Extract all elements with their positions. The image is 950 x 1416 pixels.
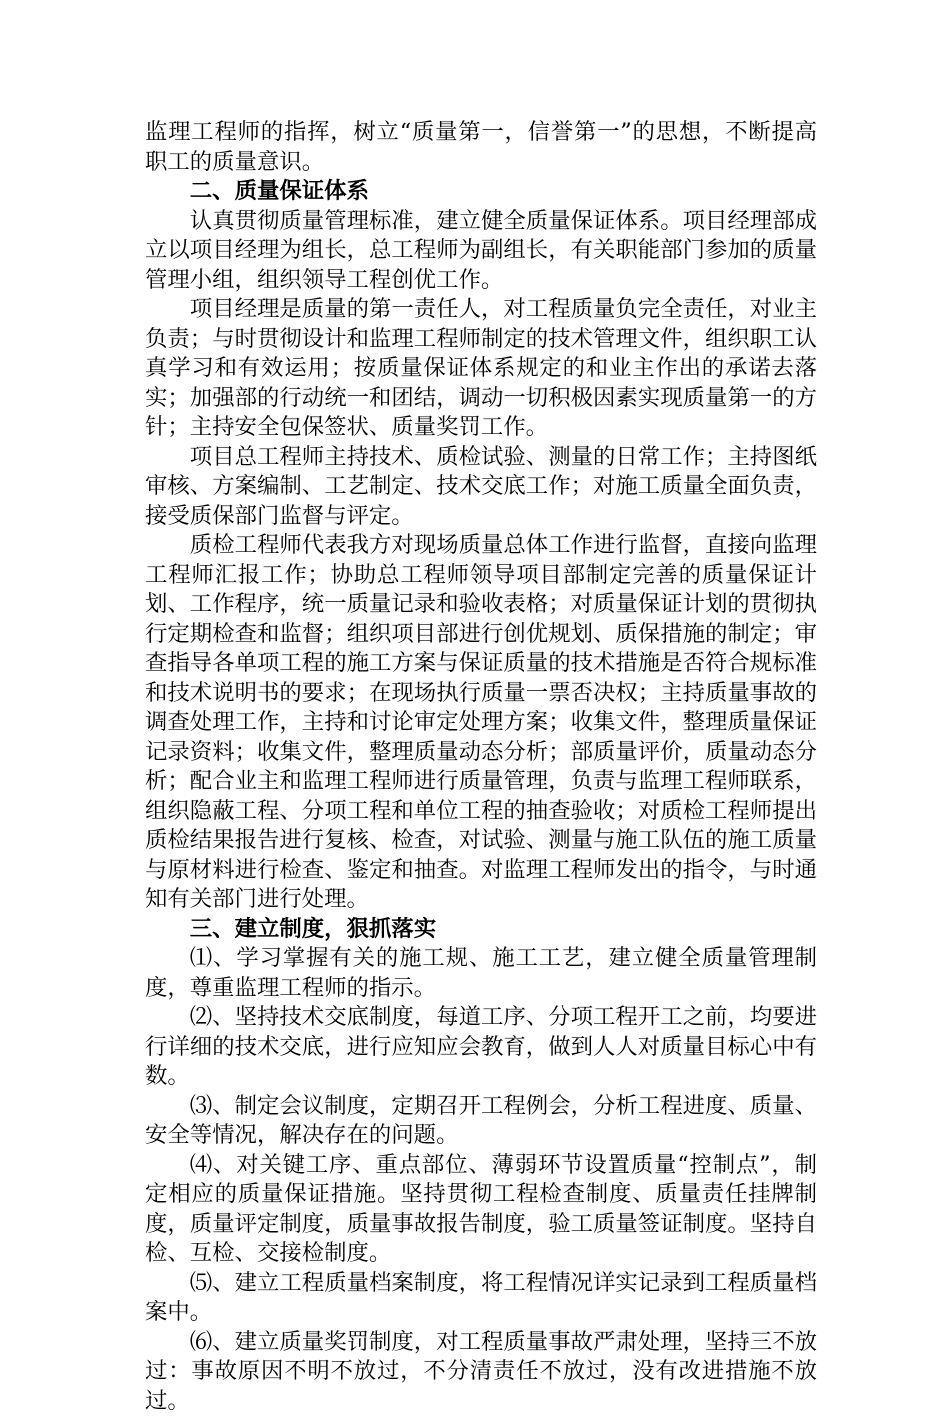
list-item-2: ⑵、坚持技术交底制度，每道工序、分项工程开工之前，均要进行详细的技术交底，进行应知应会教育，做到人人对质量目标心中有数。 [145, 1003, 817, 1092]
paragraph-continuation: 监理工程师的指挥，树立“质量第一，信誉第一”的思想，不断提高职工的质量意识。 [145, 118, 817, 177]
list-item-1: ⑴、学习掌握有关的施工规、施工工艺，建立健全质量管理制度，尊重监理工程师的指示。 [145, 944, 817, 1003]
section-heading-establish-system: 三、建立制度，狠抓落实 [145, 915, 817, 945]
paragraph-chief-engineer: 项目总工程师主持技术、质检试验、测量的日常工作；主持图纸审核、方案编制、工艺制定、技术交底工作；对施工质量全面负责，接受质保部门监督与评定。 [145, 443, 817, 532]
section-heading-quality-assurance-system: 二、质量保证体系 [145, 177, 817, 207]
paragraph-quality-standard: 认真贯彻质量管理标准，建立健全质量保证体系。项目经理部成立以项目经理为组长，总工程师为副组长，有关职能部门参加的质量管理小组，组织领导工程创优工作。 [145, 207, 817, 296]
list-item-6: ⑹、建立质量奖罚制度，对工程质量事故严肃处理，坚持三不放过：事故原因不明不放过，不分清责任不放过，没有改进措施不放过。 [145, 1328, 817, 1416]
list-item-3: ⑶、制定会议制度，定期召开工程例会，分析工程进度、质量、安全等情况，解决存在的问题。 [145, 1092, 817, 1151]
paragraph-quality-inspector: 质检工程师代表我方对现场质量总体工作进行监督，直接向监理工程师汇报工作；协助总工程师领导项目部制定完善的质量保证计划、工作程序，统一质量记录和验收表格；对质量保证计划的贯彻执行定期检查和监督；组织项目部进行创优规划、质保措施的制定；审查指导各单项工程的施工方案与保证质量的技术措施是否符合规标准和技术说明书的要求；在现场执行质量一票否决权；主持质量事故的调查处理工作，主持和讨论审定处理方案；收集文件，整理质量保证记录资料；收集文件，整理质量动态分析；部质量评价，质量动态分析；配合业主和监理工程师进行质量管理，负责与监理工程师联系，组织隐蔽工程、分项工程和单位工程的抽查验收；对质检工程师提出质检结果报告进行复核、检查，对试验、测量与施工队伍的施工质量与原材料进行检查、鉴定和抽查。对监理工程师发出的指令，与时通知有关部门进行处理。 [145, 531, 817, 915]
document-page [145, 118, 817, 1416]
list-item-4: ⑷、对关键工序、重点部位、薄弱环节设置质量“控制点”，制定相应的质量保证措施。坚持贯彻工程检查制度、质量责任挂牌制度，质量评定制度，质量事故报告制度，验工质量签证制度。坚持自检、互检、交接检制度。 [145, 1151, 817, 1269]
list-item-5: ⑸、建立工程质量档案制度，将工程情况详实记录到工程质量档案中。 [145, 1269, 817, 1328]
paragraph-project-manager: 项目经理是质量的第一责任人，对工程质量负完全责任，对业主负责；与时贯彻设计和监理工程师制定的技术管理文件，组织职工认真学习和有效运用；按质量保证体系规定的和业主作出的承诺去落实；加强部的行动统一和团结，调动一切积极因素实现质量第一的方针；主持安全包保签状、质量奖罚工作。 [145, 295, 817, 443]
